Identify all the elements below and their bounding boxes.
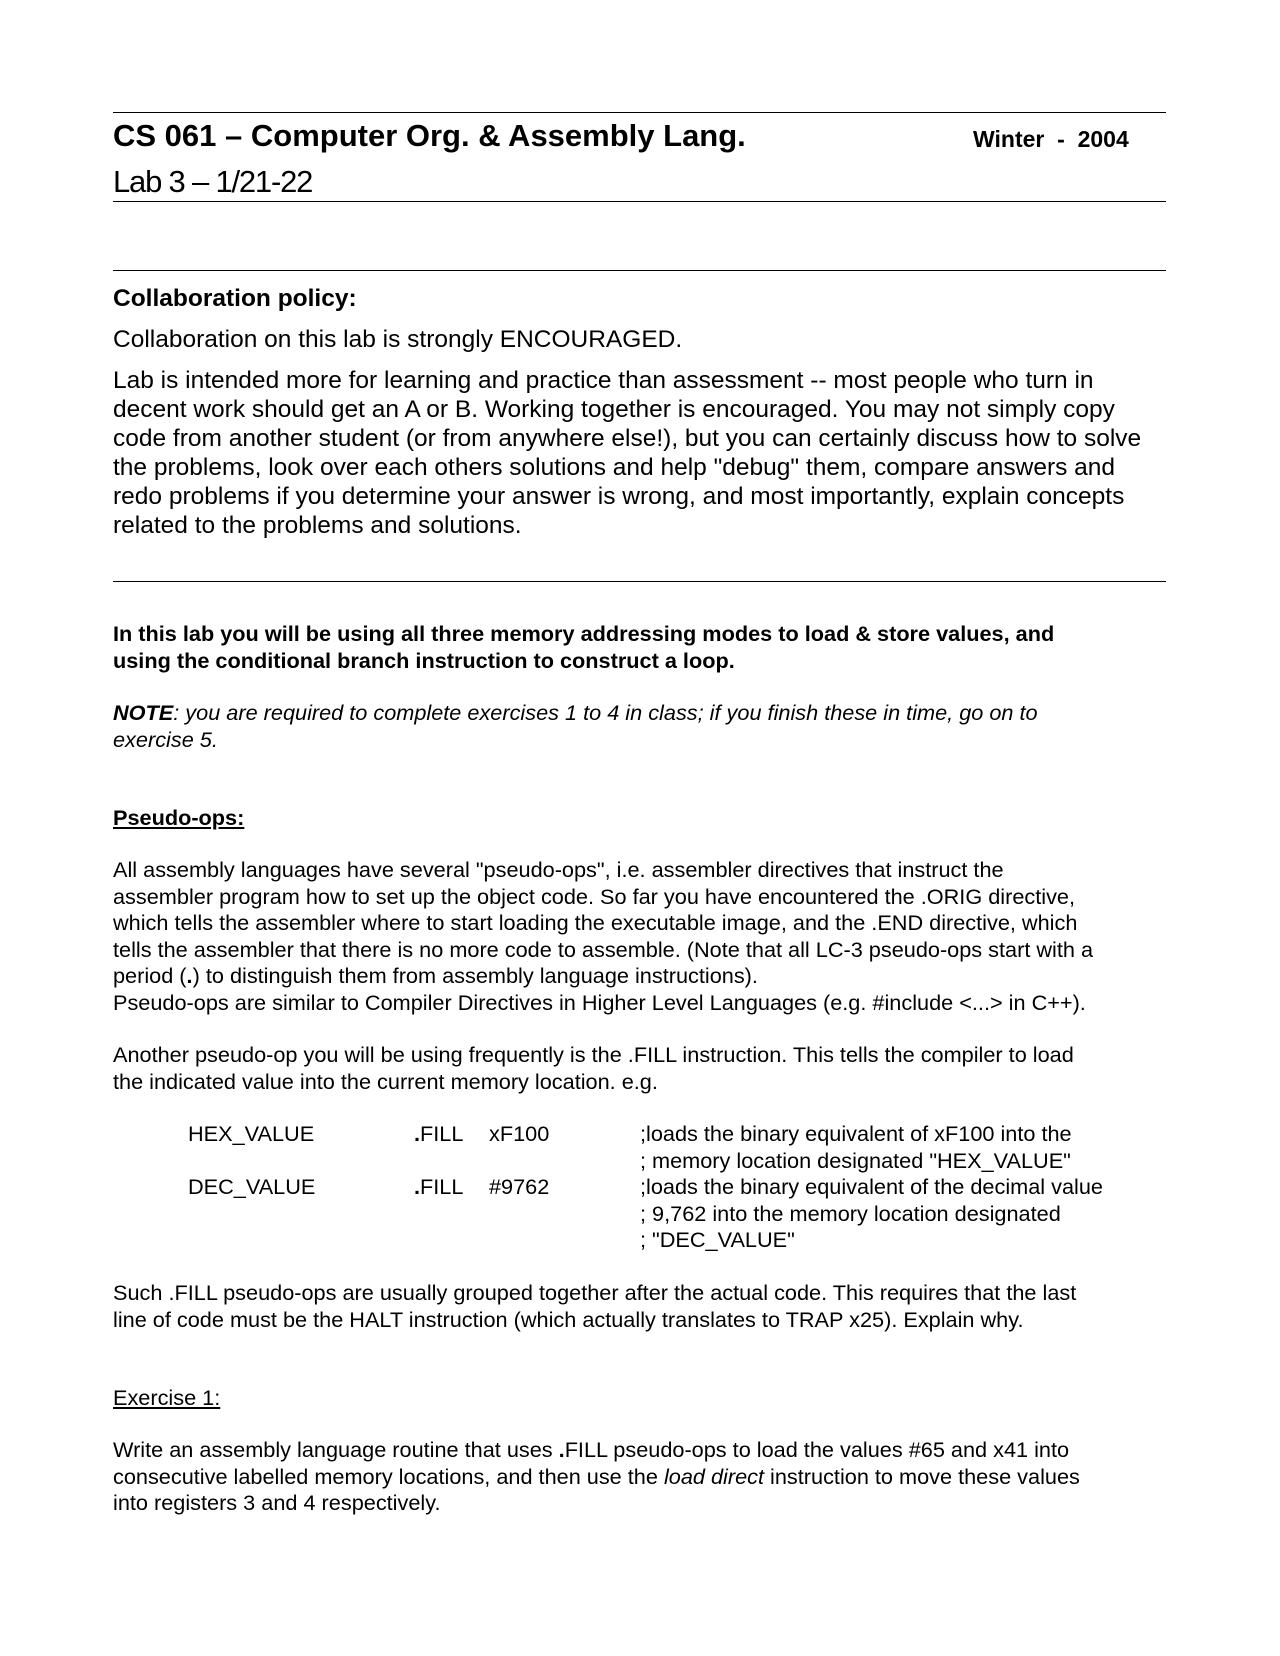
- text-line: related to the problems and solutions.: [113, 512, 522, 539]
- code-comment: ;loads the binary equivalent of the decimal value: [640, 1174, 1103, 1199]
- text-line: decent work should get an A or B. Working together is encouraged. You may not simply copy: [113, 396, 1115, 423]
- note-paragraph: [113, 700, 1173, 753]
- text-fragment: load direct: [663, 1463, 765, 1489]
- text-fragment: .: [558, 1437, 565, 1462]
- halt-paragraph: [113, 1280, 1173, 1333]
- collaboration-heading: Collaboration policy:: [113, 285, 357, 312]
- code-op: [414, 1174, 463, 1201]
- text-line: the problems, look over each others solutions and help "debug" them, compare answers and: [113, 454, 1116, 481]
- collaboration-statement: Collaboration on this lab is strongly ENCOURAGED.: [113, 326, 683, 353]
- text-fragment: FILL pseudo-ops to load the values #65 and x41 into: [564, 1437, 1070, 1462]
- code-comment: ; memory location designated "HEX_VALUE": [640, 1147, 1071, 1173]
- code-label: DEC_VALUE: [188, 1174, 316, 1199]
- text-line: All assembly languages have several "pseudo-ops", i.e. assembler directives that instruct the: [113, 857, 1004, 882]
- text-fragment: consecutive labelled memory locations, and then use the: [113, 1463, 664, 1489]
- term-label: Winter - 2004: [973, 126, 1129, 152]
- text-line: Such .FILL pseudo-ops are usually grouped together after the actual code. This requires that the last: [113, 1280, 1077, 1305]
- pseudo-ops-paragraph: [113, 857, 1173, 1016]
- text-fragment: ) to distinguish them from assembly language instructions).: [192, 963, 758, 988]
- fill-paragraph: [113, 1042, 1173, 1095]
- code-comment: ; 9,762 into the memory location designated: [640, 1200, 1061, 1226]
- note-label: NOTE: [113, 700, 174, 725]
- section-rule: [113, 270, 1166, 271]
- pseudo-ops-heading: Pseudo-ops:: [113, 805, 245, 830]
- text-fragment: .: [186, 963, 193, 988]
- code-operand: #9762: [489, 1174, 550, 1199]
- text-line: In this lab you will be using all three memory addressing modes to load & store values, and: [113, 621, 1055, 646]
- text-fragment: Write an assembly language routine that uses: [113, 1437, 559, 1462]
- text-line: Lab is intended more for learning and practice than assessment -- most people who turn in: [113, 367, 1094, 394]
- section-rule: [113, 581, 1166, 582]
- code-dot: .: [414, 1174, 421, 1199]
- header-top-rule: [113, 112, 1166, 113]
- code-label: HEX_VALUE: [188, 1121, 315, 1146]
- text-fragment: period (: [113, 963, 187, 988]
- code-op: [414, 1121, 463, 1148]
- text-line: redo problems if you determine your answer is wrong, and most importantly, explain concepts: [113, 483, 1125, 510]
- code-op-text: FILL: [420, 1174, 464, 1199]
- note-text: : you are required to complete exercises 1 to 4 in class; if you finish these in time, go on to: [173, 700, 1038, 725]
- exercise-1-heading: Exercise 1:: [113, 1385, 221, 1410]
- code-dot: .: [414, 1121, 421, 1146]
- text-line: code from another student (or from anywhere else!), but you can certainly discuss how to solve: [113, 425, 1142, 452]
- note-text-continued: exercise 5.: [113, 726, 218, 752]
- exercise-1-paragraph: [113, 1437, 1173, 1517]
- text-line: using the conditional branch instruction to construct a loop.: [113, 647, 735, 673]
- code-op-text: FILL: [420, 1121, 464, 1146]
- collaboration-paragraph: [113, 366, 1173, 540]
- text-fragment: instruction to move these values: [764, 1463, 1080, 1489]
- header-bottom-rule: [113, 201, 1166, 202]
- course-title: CS 061 – Computer Org. & Assembly Lang.: [113, 118, 746, 153]
- lab-title: Lab 3 – 1/21-22: [113, 164, 313, 199]
- code-operand: xF100: [489, 1121, 550, 1146]
- text-line: tells the assembler that there is no more code to assemble. (Note that all LC-3 pseudo-ops start with a: [113, 936, 1094, 962]
- text-line: Another pseudo-op you will be using frequently is the .FILL instruction. This tells the compiler to load: [113, 1042, 1074, 1067]
- code-comment: ; "DEC_VALUE": [640, 1227, 795, 1252]
- text-line: which tells the assembler where to start loading the executable image, and the .END directive, which: [113, 910, 1078, 935]
- text-line: into registers 3 and 4 respectively.: [113, 1490, 441, 1515]
- intro-paragraph: [113, 621, 1173, 674]
- text-line: the indicated value into the current memory location. e.g.: [113, 1068, 658, 1094]
- text-line: Pseudo-ops are similar to Compiler Directives in Higher Level Languages (e.g. #include <...> in C++).: [113, 989, 1086, 1015]
- text-line: assembler program how to set up the object code. So far you have encountered the .ORIG directive,: [113, 883, 1076, 909]
- code-comment: ;loads the binary equivalent of xF100 into the: [640, 1121, 1072, 1146]
- text-line: line of code must be the HALT instruction (which actually translates to TRAP x25). Explain why.: [113, 1306, 1024, 1332]
